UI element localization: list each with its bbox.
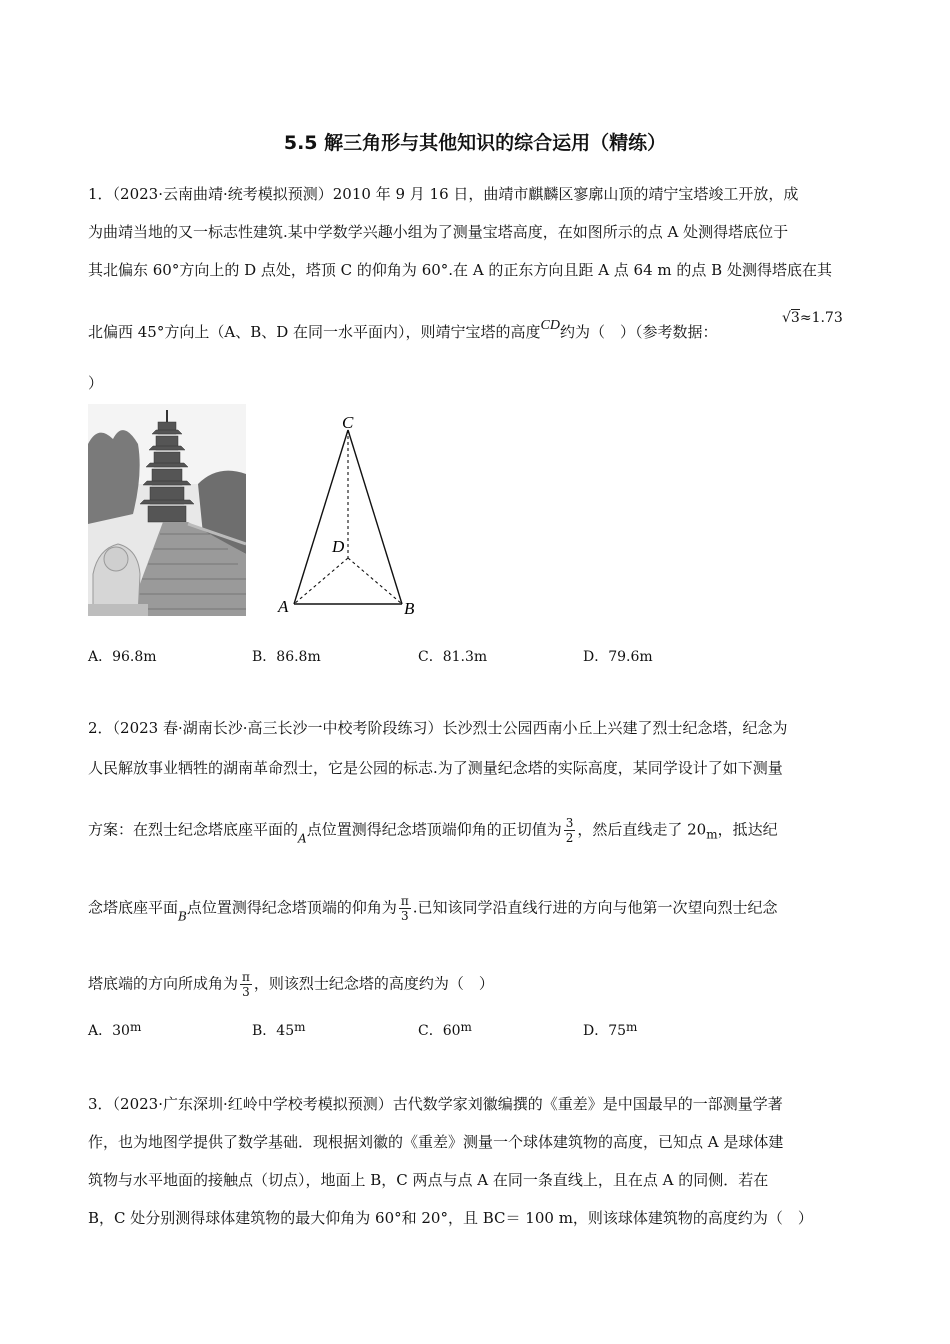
q1-option-a[interactable]: A．96.8m [88,649,157,665]
fraction-denominator: 2 [565,831,574,845]
option-label: B．45 [252,1023,295,1039]
q2-option-c[interactable] [418,1020,472,1040]
option-label: A．30 [88,1023,130,1039]
q2-option-a[interactable] [88,1020,141,1040]
q2-line-3-text-d: ，抵达纪 [717,820,778,839]
q2-option-d[interactable] [583,1020,637,1040]
q1-line-4 [88,318,717,342]
edge-DB [348,558,402,604]
q2-line-4-text-b: 点位置测得纪念塔顶端的仰角为 [186,898,397,917]
fraction-numerator: π [400,894,409,908]
fraction-denominator: 3 [242,985,250,999]
q2-unit-m: m [706,827,718,842]
label-B: B [404,599,415,618]
edge-CA [294,430,348,604]
q2-line-4-text-c: .已知该同学沿直线行进的方向与他第一次望向烈士纪念 [412,898,778,917]
option-unit: m [294,1020,306,1034]
q1-line-2: 为曲靖当地的又一标志性建筑.某中学数学兴趣小组为了测量宝塔高度，在如图所示的点 A 处测得塔底位于 [88,223,789,241]
q1-line-4-text-a: 北偏西 45°方向上（A、B、D 在同一水平面内），则靖宁宝塔的高度 [88,323,541,341]
q3-line-3: 筑物与水平地面的接触点（切点），地面上 B，C 两点与点 A 在同一条直线上，且在点 A 的同侧．若在 [88,1171,769,1189]
option-unit: m [460,1020,472,1034]
fraction-numerator: 3 [565,816,574,830]
label-C: C [342,413,354,432]
fraction-denominator: 3 [400,909,409,923]
q2-point-a: A [298,831,307,846]
q1-line-4-text-b: 约为（ ）（参考数据： [559,323,718,341]
sqrt-radicand: 3 [790,310,800,326]
q1-option-c[interactable]: C．81.3m [418,649,488,665]
q2-line-5 [88,970,494,999]
edge-CB [348,430,402,604]
page-title: 5.5 解三角形与其他知识的综合运用（精练） [283,132,667,154]
q2-line-5-text-b: ，则该烈士纪念塔的高度约为（ ） [253,974,494,993]
option-unit: m [129,1020,142,1034]
q1-option-d[interactable]: D．79.6m [583,649,653,665]
q2-line-3 [88,816,778,846]
edge-DA [294,558,348,604]
fraction-numerator: π [242,970,250,984]
q2-line-3-text-c: ，然后直线走了 20 [577,820,707,839]
option-label: D．75 [583,1023,627,1039]
q3-line-2: 作，也为地图学提供了数学基础．现根据刘徽的《重差》测量一个球体建筑物的高度，已知点 A 是球体建 [88,1133,784,1151]
q2-option-b[interactable] [252,1020,306,1040]
label-A: A [278,597,289,616]
q2-line-4-text-a: 念塔底座平面 [88,898,179,917]
tower-photo [88,404,246,616]
q1-line-1: 1．（2023·云南曲靖·统考模拟预测）2010 年 9 月 16 日，曲靖市麒麟区寥廓山顶的靖宁宝塔竣工开放，成 [88,185,799,203]
q2-point-b: B [178,909,187,924]
q2-fraction-pi3-a [399,894,411,923]
q2-fraction-pi3-b [240,970,252,999]
q1-option-b[interactable]: B．86.8m [252,649,321,665]
sqrt-icon: √ [782,310,791,326]
q2-line-3-text-a: 方案：在烈士纪念塔底座平面的 [88,820,299,839]
q2-line-4 [88,894,778,924]
q1-cd-symbol: CD [540,318,560,333]
tetrahedron-diagram [270,408,430,618]
q2-line-3-text-b: 点位置测得纪念塔顶端仰角的正切值为 [306,820,562,839]
q3-line-1: 3．（2023·广东深圳·红岭中学校考模拟预测）古代数学家刘徽编撰的《重差》是中国最早的一部测量学著 [88,1095,783,1113]
q3-line-4: B，C 处分别测得球体建筑物的最大仰角为 60°和 20°，且 BC＝ 100 m，则该球体建筑物的高度约为（ ） [88,1209,813,1227]
option-unit: m [626,1020,638,1034]
q2-fraction-tan [564,816,576,845]
q2-line-1: 2．（2023 春·湖南长沙·高三长沙一中校考阶段练习）长沙烈士公园西南小丘上兴建了烈士纪念塔，纪念为 [88,719,788,737]
q2-line-5-text-a: 塔底端的方向所成角为 [88,974,239,993]
label-D: D [332,537,345,556]
q1-line-3: 其北偏东 60°方向上的 D 点处，塔顶 C 的仰角为 60°.在 A 的正东方向且距 A 点 64 m 的点 B 处测得塔底在其 [88,261,832,279]
option-label: C．60 [418,1023,461,1039]
q1-sqrt-value [782,310,843,326]
q1-line-5: ） [88,374,104,392]
q2-line-2: 人民解放事业牺牲的湖南革命烈士，它是公园的标志.为了测量纪念塔的实际高度，某同学设计了如下测量 [88,759,783,777]
approx-value: ≈1.73 [799,310,843,326]
